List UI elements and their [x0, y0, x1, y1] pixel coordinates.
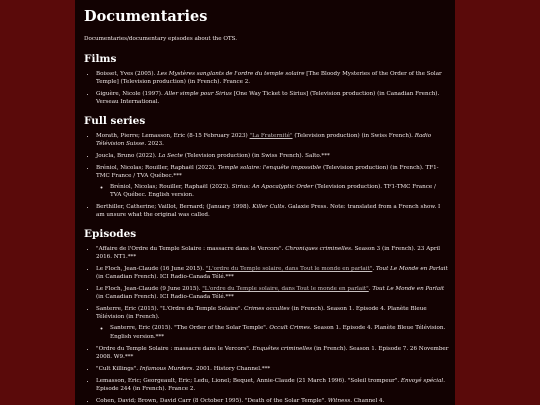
citation-text: . 2001. History Channel.***	[192, 365, 271, 372]
list-item	[110, 183, 449, 199]
citation-text: Berthiller, Catherine; Vaillot, Bernard; (January 1998).	[96, 204, 253, 211]
sub-list	[96, 183, 449, 199]
list-item	[96, 397, 449, 405]
citation-text: . Galaxie Press. Note: translated from a French show. I am unsure what the original was called.	[96, 204, 441, 219]
citation-text: [One Way Ticket to Sirius] (Television production) (in Canadian French). Verseau International.	[96, 91, 440, 106]
citation-text: (Television production) (in Swiss French). Salto.***	[183, 152, 330, 159]
list-item	[96, 164, 449, 199]
citation-title: Enquêtes criminelles	[252, 345, 313, 352]
section-heading-films: Films	[84, 53, 117, 66]
citation-title: Temple solaire: l'enquête impossible	[217, 164, 322, 171]
citation-text: (in French). Season 1. Episode 4. Planète Bleue Télévision (in French).	[96, 306, 427, 321]
citation-title: Les Mystères sanglants de l'ordre du temple solaire	[157, 71, 305, 78]
citation-text: . Channel 4.	[350, 398, 385, 405]
citation-link[interactable]: "La Fraternité"	[249, 132, 293, 139]
citation-title: Killer Cults	[252, 204, 285, 211]
citation-text: Boisset, Yves (2005).	[96, 71, 158, 78]
citation-title: Sirius: An Apocalyptic Order	[231, 184, 314, 191]
citation-text: Le Floch, Jean-Claude (9 June 2015).	[96, 285, 203, 292]
list-item	[96, 245, 449, 261]
citation-title: Aller simple pour Sirius	[164, 91, 232, 98]
citation-text: Lemasson, Eric; Georgeault, Eric; Ledu, Lionel; Bequet, Annie-Claude (21 March 1996). "Soleil trompeur".	[96, 377, 401, 384]
citation-text: Joucla, Bruno (2022).	[96, 152, 159, 159]
citation-text: Bréniol, Nicolas; Rouiller, Raphaël (2022).	[96, 164, 218, 171]
citation-title: Witness	[327, 398, 351, 405]
citation-title: Infamous Murders	[139, 365, 193, 372]
citation-text: (in Canadian French). ICI Radio-Canada Télé.***	[96, 294, 234, 301]
citation-text: (Television production) (in Swiss French).	[292, 132, 415, 139]
citation-text: . 2023.	[144, 140, 164, 147]
citation-title: Chroniques criminelles	[285, 245, 352, 252]
list-item	[96, 152, 449, 160]
list-item	[96, 70, 449, 86]
citation-text: Le Floch, Jean-Claude (16 June 2015).	[96, 265, 206, 272]
citation-title: Radio Télévision Suisse	[96, 132, 432, 147]
full-series-list	[84, 132, 449, 220]
list-item	[96, 285, 449, 301]
citation-title: Tout Le Monde en Parlait	[375, 265, 448, 272]
list-item	[96, 203, 449, 219]
list-item	[96, 377, 449, 393]
page-content	[75, 0, 455, 405]
citation-text: Santerre, Eric (2015). "L'Ordre du Temple Solaire".	[96, 306, 245, 313]
citation-text: [The Bloody Mysteries of the Order of the Solar Temple] (Television production) (in French). France 2.	[96, 71, 442, 86]
citation-text: (Television production) (in French). TF1-TMC France / TVA Québec.***	[96, 164, 439, 179]
list-item	[96, 132, 449, 148]
citation-title: Occult Crimes	[269, 325, 310, 332]
list-item	[96, 90, 449, 106]
list-item	[96, 365, 449, 373]
citation-text: "Affaire de l'Ordre du Temple Solaire : massacre dans le Vercors".	[96, 245, 286, 252]
citation-text: Giguère, Nicole (1997).	[96, 91, 165, 98]
citation-text: . Episode 244 (in French). France 2.	[96, 377, 445, 393]
citation-text: . Season 3 (in French). 23 April 2016. NT1.***	[96, 245, 441, 260]
citation-link[interactable]: "L'ordre du Temple solaire, dans Tout le monde en parlait"	[202, 285, 369, 292]
films-list	[84, 70, 449, 106]
citation-text: Santerre, Eric (2015). "The Order of the Solar Temple".	[110, 325, 270, 332]
citation-text: .	[372, 265, 376, 272]
citation-text: (in Canadian French). ICI Radio-Canada Télé.***	[96, 273, 234, 280]
citation-text: Cohen, David; Brown, David Carr (8 October 1995). "Death of the Solar Temple".	[96, 398, 328, 405]
list-item	[96, 305, 449, 340]
intro-text: Documentaries/documentary episodes about the OTS.	[84, 36, 238, 42]
citation-text: (in French). Season 1. Episode 7. 26 November 2008. W9.***	[96, 345, 449, 360]
episodes-list	[84, 245, 449, 405]
section-heading-episodes: Episodes	[84, 227, 137, 240]
citation-text: Bréniol, Nicolas; Rouiller, Raphaël (2022).	[110, 184, 232, 191]
section-heading-full-series: Full series	[84, 114, 146, 127]
page-title: Documentaries	[84, 8, 208, 25]
citation-text: .	[368, 285, 373, 292]
citation-title: La Secte	[158, 152, 183, 159]
citation-title: Crimes occultes	[244, 306, 290, 313]
citation-title: Tout Le Monde en Parlait	[372, 285, 445, 292]
citation-text: Morath, Pierre; Lemasson, Eric (8-15 February 2023)	[96, 132, 250, 139]
citation-text: . Season 1. Episode 4. Planète Bleue Télévision. English version.***	[110, 325, 446, 340]
list-item	[96, 265, 449, 281]
list-item	[110, 324, 449, 340]
citation-text: "Ordre du Temple Solaire : massacre dans le Vercors".	[96, 345, 253, 352]
list-item	[96, 345, 449, 361]
citation-text: "Cult Killings".	[96, 365, 140, 372]
sub-list	[96, 324, 449, 340]
citation-title: Envoyé spécial	[400, 377, 444, 384]
citation-link[interactable]: "L'ordre du Temple solaire, dans Tout le monde en parlait"	[205, 265, 373, 272]
citation-text: (Television production). TF1-TMC France / TVA Québec. English version.	[110, 184, 436, 199]
